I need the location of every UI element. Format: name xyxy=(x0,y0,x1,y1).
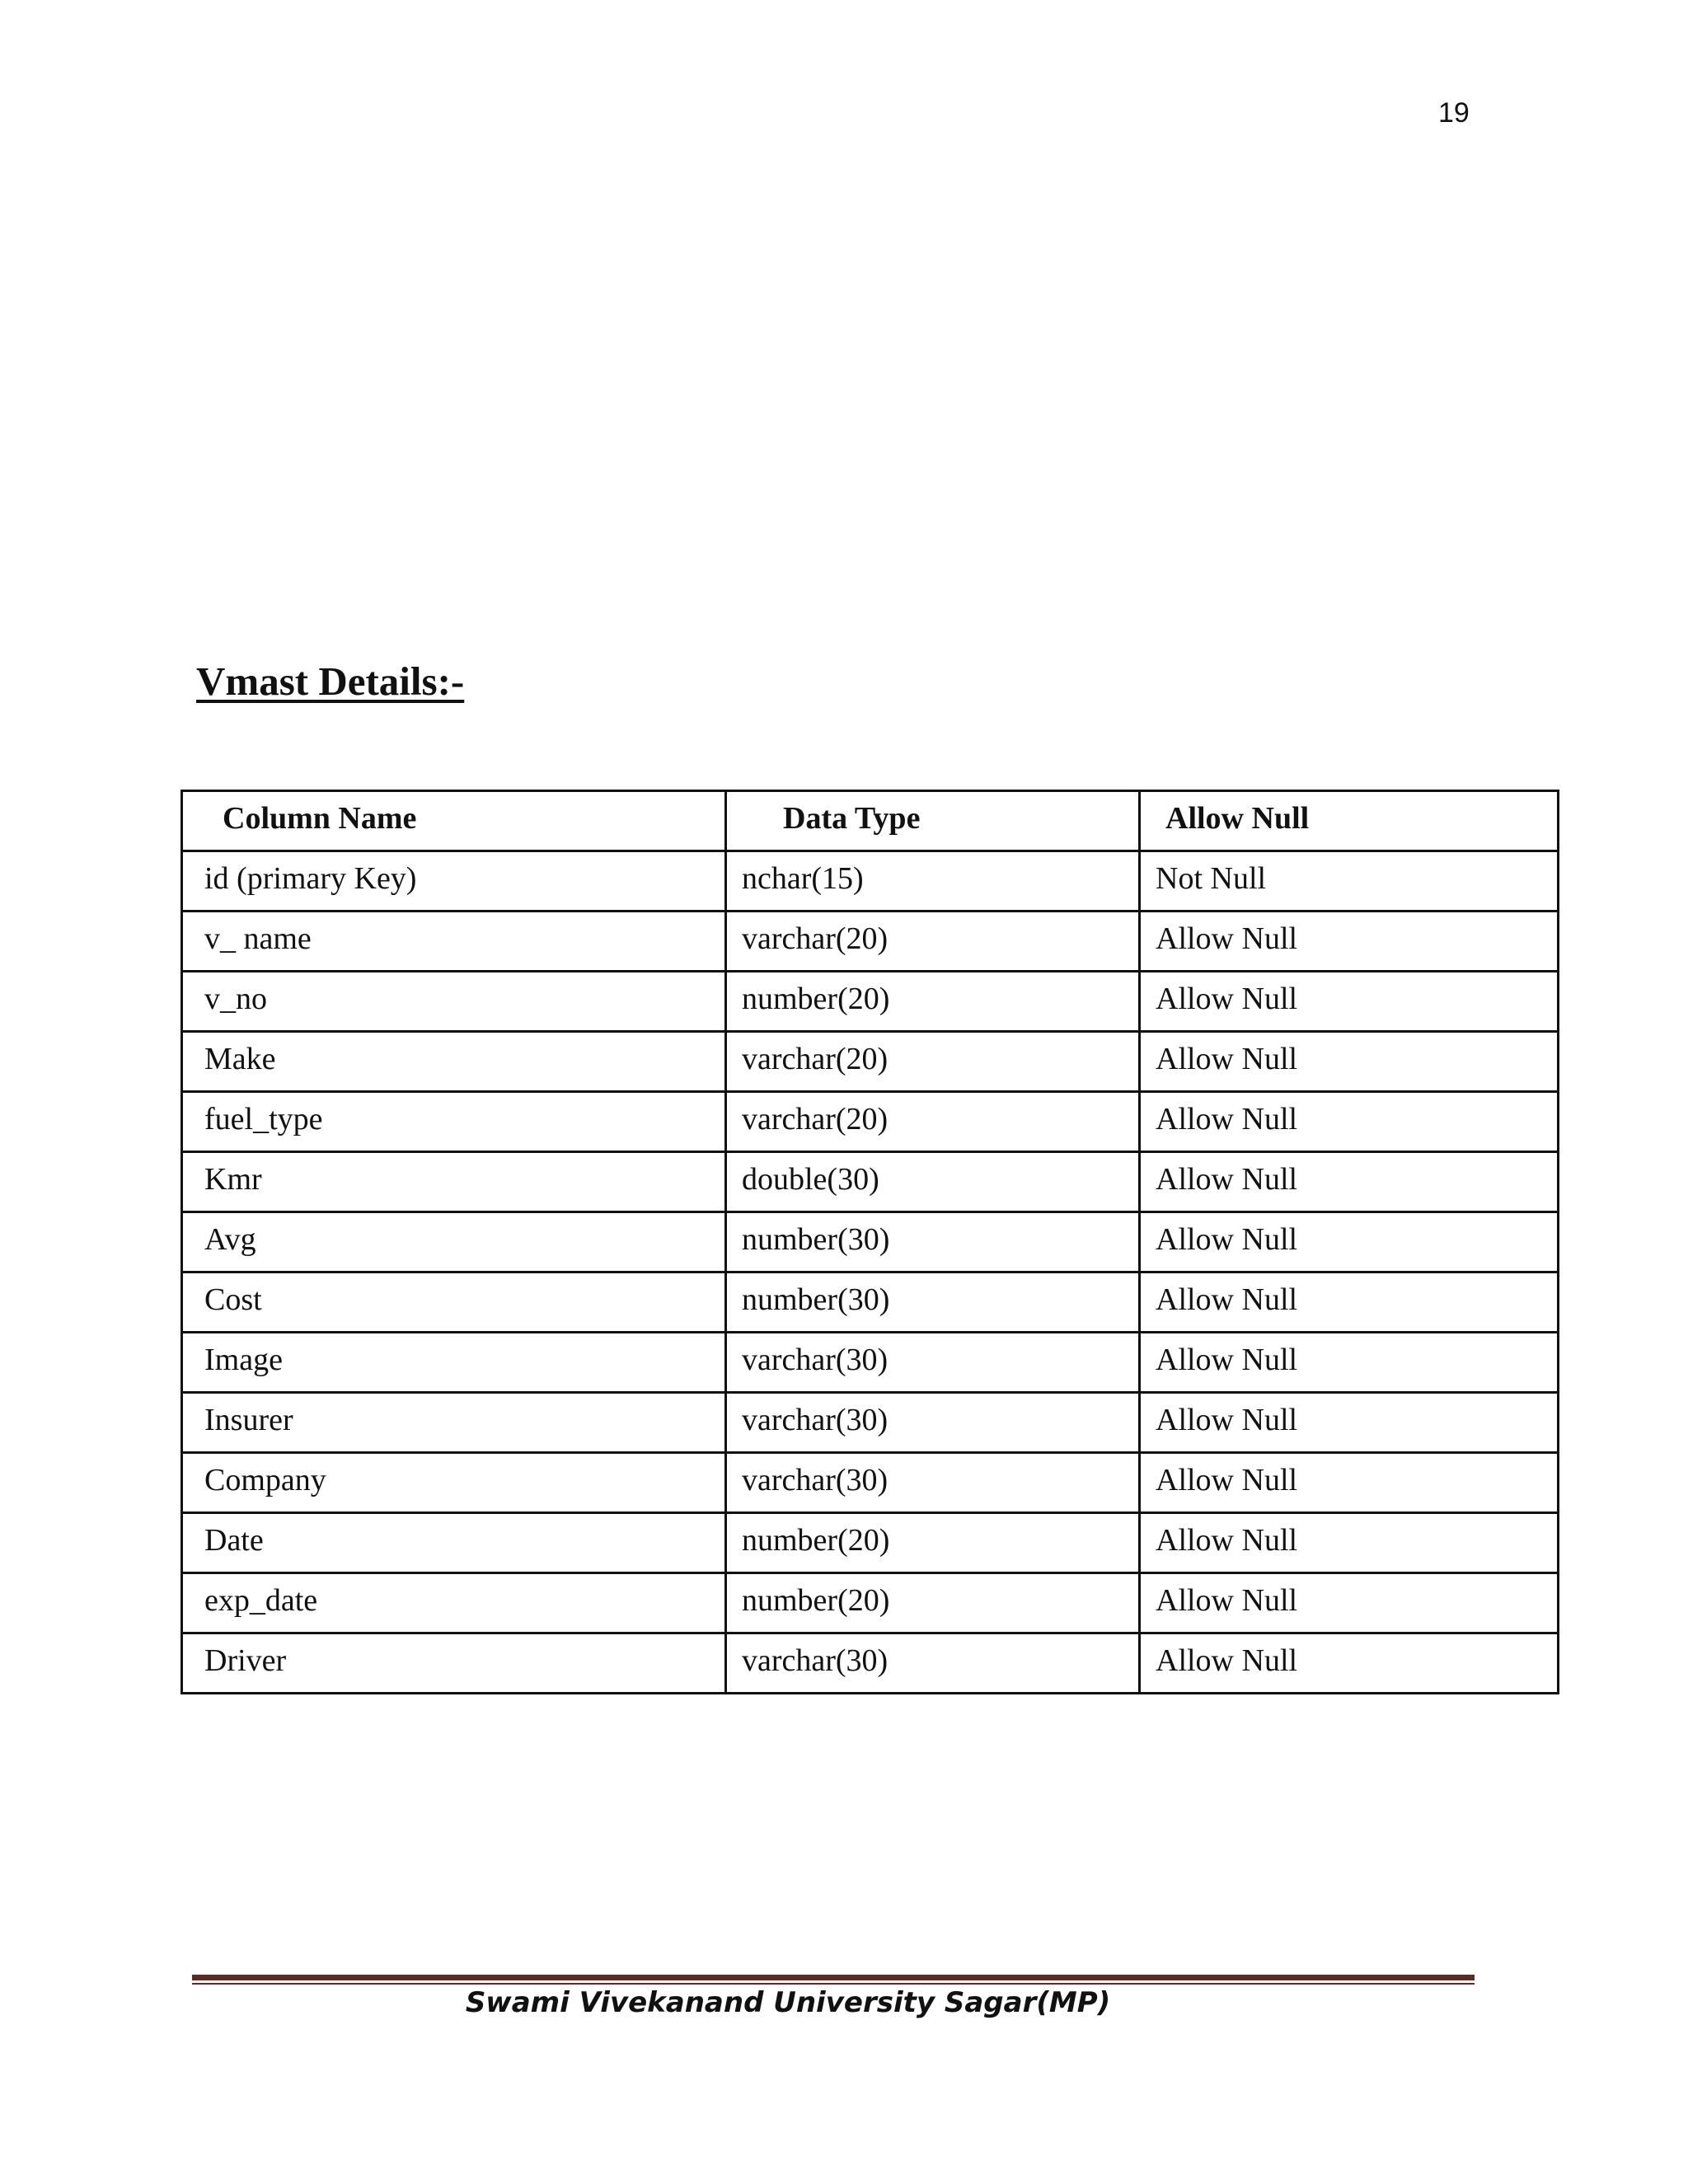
table-row xyxy=(182,1032,1559,1092)
footer-text: Swami Vivekanand University Sagar(MP) xyxy=(465,1986,1111,2019)
header-allow-null: Allow Null xyxy=(1140,791,1559,851)
table-row xyxy=(182,972,1559,1032)
cell-column-name: Driver xyxy=(182,1633,726,1694)
cell-allow-null: Allow Null xyxy=(1140,1513,1559,1573)
cell-allow-null: Allow Null xyxy=(1140,1152,1559,1212)
cell-data-type: number(30) xyxy=(726,1212,1140,1272)
table-row xyxy=(182,851,1559,912)
cell-allow-null: Allow Null xyxy=(1140,1393,1559,1453)
cell-column-name: id (primary Key) xyxy=(182,851,726,912)
cell-data-type: varchar(20) xyxy=(726,1092,1140,1152)
footer-rule-thin xyxy=(192,1983,1475,1985)
cell-data-type: nchar(15) xyxy=(726,851,1140,912)
cell-data-type: number(20) xyxy=(726,1573,1140,1633)
cell-data-type: number(20) xyxy=(726,1513,1140,1573)
cell-column-name: Avg xyxy=(182,1212,726,1272)
table-row xyxy=(182,1333,1559,1393)
cell-allow-null: Allow Null xyxy=(1140,1633,1559,1694)
cell-column-name: Cost xyxy=(182,1272,726,1333)
cell-data-type: varchar(30) xyxy=(726,1393,1140,1453)
cell-allow-null: Allow Null xyxy=(1140,1333,1559,1393)
cell-data-type: varchar(30) xyxy=(726,1633,1140,1694)
table-body xyxy=(182,851,1559,1694)
cell-allow-null: Allow Null xyxy=(1140,1272,1559,1333)
cell-allow-null: Allow Null xyxy=(1140,1573,1559,1633)
cell-allow-null: Not Null xyxy=(1140,851,1559,912)
page-number: 19 xyxy=(1438,97,1470,129)
cell-allow-null: Allow Null xyxy=(1140,972,1559,1032)
header-data-type: Data Type xyxy=(726,791,1140,851)
cell-data-type: varchar(20) xyxy=(726,1032,1140,1092)
cell-column-name: Insurer xyxy=(182,1393,726,1453)
cell-column-name: Kmr xyxy=(182,1152,726,1212)
cell-data-type: varchar(20) xyxy=(726,912,1140,972)
cell-data-type: double(30) xyxy=(726,1152,1140,1212)
cell-allow-null: Allow Null xyxy=(1140,912,1559,972)
table-row xyxy=(182,1212,1559,1272)
cell-allow-null: Allow Null xyxy=(1140,1032,1559,1092)
footer-rule xyxy=(192,1975,1475,1980)
table-row xyxy=(182,912,1559,972)
cell-data-type: number(20) xyxy=(726,972,1140,1032)
cell-data-type: varchar(30) xyxy=(726,1453,1140,1513)
table-header-row xyxy=(182,791,1559,851)
table-row xyxy=(182,1092,1559,1152)
cell-column-name: v_no xyxy=(182,972,726,1032)
cell-column-name: exp_date xyxy=(182,1573,726,1633)
cell-column-name: fuel_type xyxy=(182,1092,726,1152)
table-row xyxy=(182,1513,1559,1573)
cell-column-name: Make xyxy=(182,1032,726,1092)
table-row xyxy=(182,1633,1559,1694)
cell-allow-null: Allow Null xyxy=(1140,1092,1559,1152)
cell-column-name: Company xyxy=(182,1453,726,1513)
cell-data-type: number(30) xyxy=(726,1272,1140,1333)
cell-column-name: Date xyxy=(182,1513,726,1573)
header-column-name: Column Name xyxy=(182,791,726,851)
table-row xyxy=(182,1272,1559,1333)
table-row xyxy=(182,1393,1559,1453)
table-row xyxy=(182,1152,1559,1212)
cell-data-type: varchar(30) xyxy=(726,1333,1140,1393)
cell-column-name: v_ name xyxy=(182,912,726,972)
section-title: Vmast Details:- xyxy=(196,658,465,704)
cell-column-name: Image xyxy=(182,1333,726,1393)
schema-table xyxy=(181,790,1559,1694)
cell-allow-null: Allow Null xyxy=(1140,1212,1559,1272)
table-row xyxy=(182,1573,1559,1633)
table-row xyxy=(182,1453,1559,1513)
cell-allow-null: Allow Null xyxy=(1140,1453,1559,1513)
